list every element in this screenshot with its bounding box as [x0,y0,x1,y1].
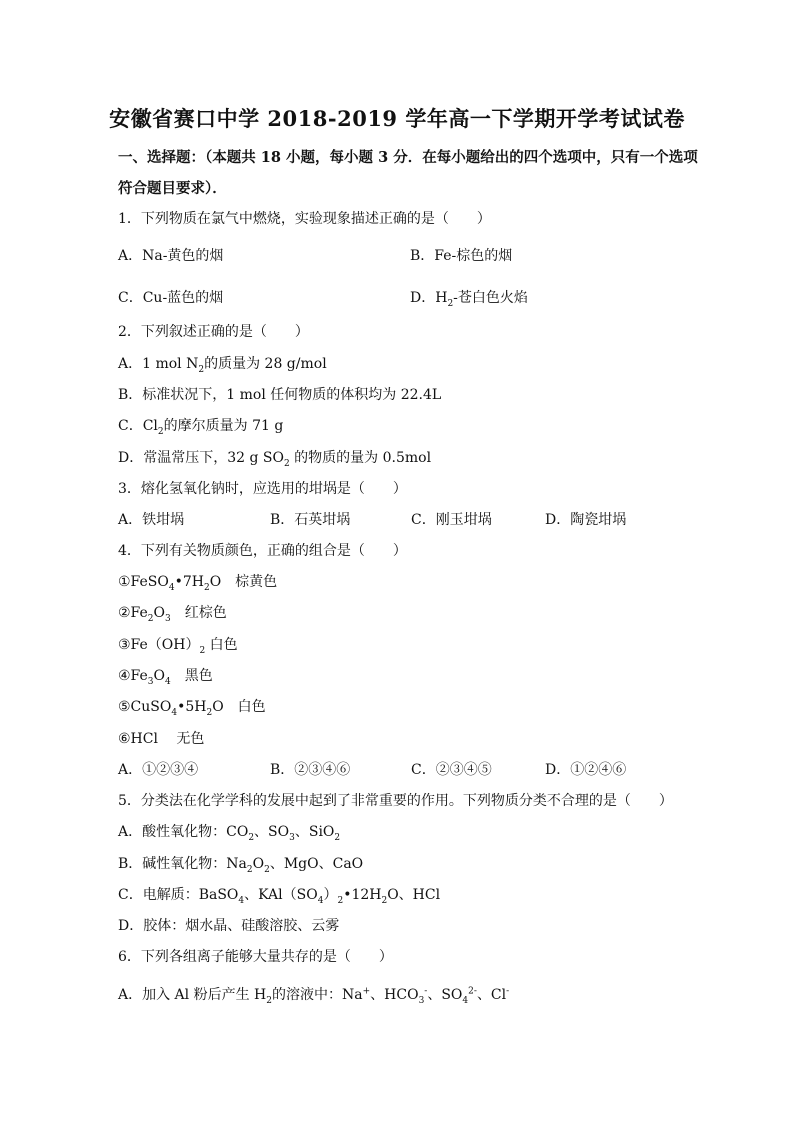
q3-option-a: A．铁坩埚 [118,512,185,528]
q4-item-3: $③Fe(OH)_2$ 白色 [118,637,238,656]
q5-option-b: B．碱性氧化物：$Na_2O_2$、MgO、CaO [118,856,364,875]
q6-option-a: A．加入 Al 粉后产生 $H_2$的溶液中：Na+、$HCO_3^-$、$SO_4^{2-}$、Cl- [118,986,510,1006]
section-heading-cont: 符合题目要求）． [118,180,227,197]
q4-option-c: C．②③④⑤ [411,762,492,778]
q4-option-b: B．②③④⑥ [270,762,351,778]
question-1-stem: 1．下列物质在氯气中燃烧，实验现象描述正确的是（ ） [118,211,491,227]
q3-option-c: C．刚玉坩埚 [411,512,492,528]
question-4-stem: 4．下列有关物质颜色，正确的组合是（ ） [118,543,407,559]
q4-item-2: $②Fe_2O_3$ 红棕色 [118,605,227,624]
page-title: 安徽省赛口中学 2018-2019 学年高一下学期开学考试试卷 [109,106,685,131]
q4-item-4: $④Fe_3O_4$ 黑色 [118,668,213,687]
question-6-stem: 6．下列各组离子能够大量共存的是（ ） [118,949,393,965]
q4-option-a: A．①②③④ [118,762,199,778]
q4-item-5: $⑤CuSO_4•5H_2O$ 白色 [118,699,266,718]
q2-option-b: B．标准状况下，1 mol 任何物质的体积均为 22.4L [118,387,442,403]
q4-item-6: ⑥HCl 无色 [118,731,205,747]
q4-option-d: D．①②④⑥ [545,762,627,778]
q2-option-c: C．$Cl_2$的摩尔质量为 71 g [118,418,284,437]
q5-option-d: D．胶体：烟水晶、硅酸溶胶、云雾 [118,918,340,934]
q1-option-a: A．Na-黄色的烟 [118,248,224,264]
q5-option-c: C．电解质：BaSO$_4$、$KAl(SO_4)_2•12H_2O$、HCl [118,887,441,906]
q3-option-b: B．石英坩埚 [270,512,351,528]
question-2-stem: 2．下列叙述正确的是（ ） [118,324,309,340]
q3-option-d: D．陶瓷坩埚 [545,512,627,528]
q1-option-b: B．Fe-棕色的烟 [410,248,513,264]
q4-item-1: $①FeSO_4•7H_2O$ 棕黄色 [118,574,278,593]
q2-option-a: A．1 mol $N_2$的质量为 28 g/mol [118,356,327,375]
question-5-stem: 5．分类法在化学学科的发展中起到了非常重要的作用。下列物质分类不合理的是（ ） [118,793,673,809]
q1-option-c: C．Cu-蓝色的烟 [118,290,224,306]
q5-option-a: A．酸性氧化物：$CO_2$、$SO_3$、SiO$_2$ [118,824,341,843]
section-heading: 一、选择题：（本题共 18 小题，每小题 3 分．在每小题给出的四个选项中，只有一个选项 [118,149,698,166]
q1-option-d: D．$H_2-$苍白色火焰 [410,290,528,309]
q2-option-d: D．常温常压下，32 g $SO_2$ 的物质的量为 0.5mol [118,450,432,469]
question-3-stem: 3．熔化氢氧化钠时，应选用的坩埚是（ ） [118,481,407,497]
